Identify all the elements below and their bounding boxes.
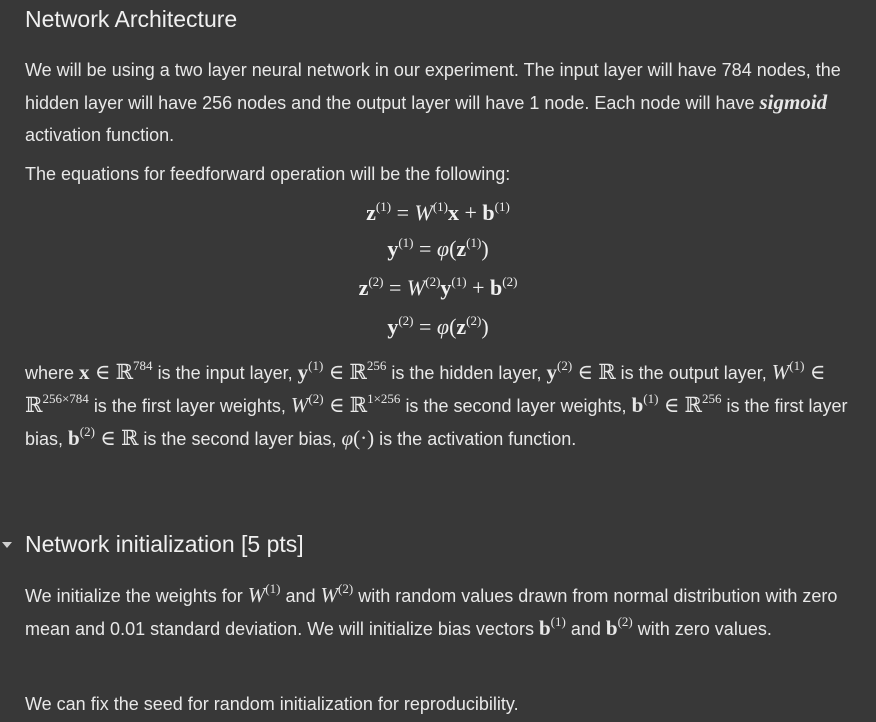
- where-paragraph: where x ∈ ℝ$^{784}$ is the input layer, $y^{(1)}$ ∈ ℝ$^{256}$ is the hidden layer, $y^{(2)}$ ∈ ℝ is the output layer, $W^{(1)}$ ∈ ℝ$^{256\times 784}$ is the first layer weights, $W^{(2)}$ ∈ ℝ$^{1\times 256}$ is the second layer weights, $b^{(1)}$ ∈ ℝ$^{256}$ is the first layer bias, $b^{(2)}$ ∈ ℝ is the second layer bias, φ(·) is the activation function.: [25, 358, 848, 450]
- collapse-caret-icon[interactable]: [2, 542, 12, 548]
- equation-y2: $y^{(2)} = \varphi(z^{(2)})$: [387, 313, 489, 339]
- equations-intro: The equations for feedforward operation will be the following:: [25, 164, 511, 184]
- equation-z1: $z^{(1)} = W^{(1)}x + b^{(1)}$: [366, 199, 510, 225]
- sigmoid-math: sigmoid: [759, 90, 828, 114]
- equation-y1: $y^{(1)} = \varphi(z^{(1)})$: [387, 235, 489, 261]
- intro-text: We will be using a two layer neural network in our experiment. The input layer will have 784 nodes, the hidden layer will have 256 nodes and the output layer will have 1 node. Each node will have: [25, 60, 841, 113]
- markdown-cell-network-initialization: [25, 531, 868, 558]
- section-heading-initialization: Network initialization [5 pts]: [25, 531, 304, 557]
- markdown-cell-network-architecture: [25, 6, 868, 33]
- intro-paragraph: [25, 54, 868, 151]
- intro-text-end: activation function.: [25, 125, 175, 145]
- equation-z2: $z^{(2)} = W^{(2)}y^{(1)} + b^{(2)}$: [358, 274, 518, 300]
- seed-paragraph: We can fix the seed for random initialization for reproducibility.: [25, 694, 519, 714]
- section-heading: Network Architecture: [25, 6, 238, 32]
- init-paragraph: We initialize the weights for $W^{(1)}$ and $W^{(2)}$ with random values drawn from normal distribution with zero mean and 0.01 standard deviation. We will initialize bias vectors $b^{(1)}$ and $b^{(2)}$ with zero values.: [25, 581, 838, 640]
